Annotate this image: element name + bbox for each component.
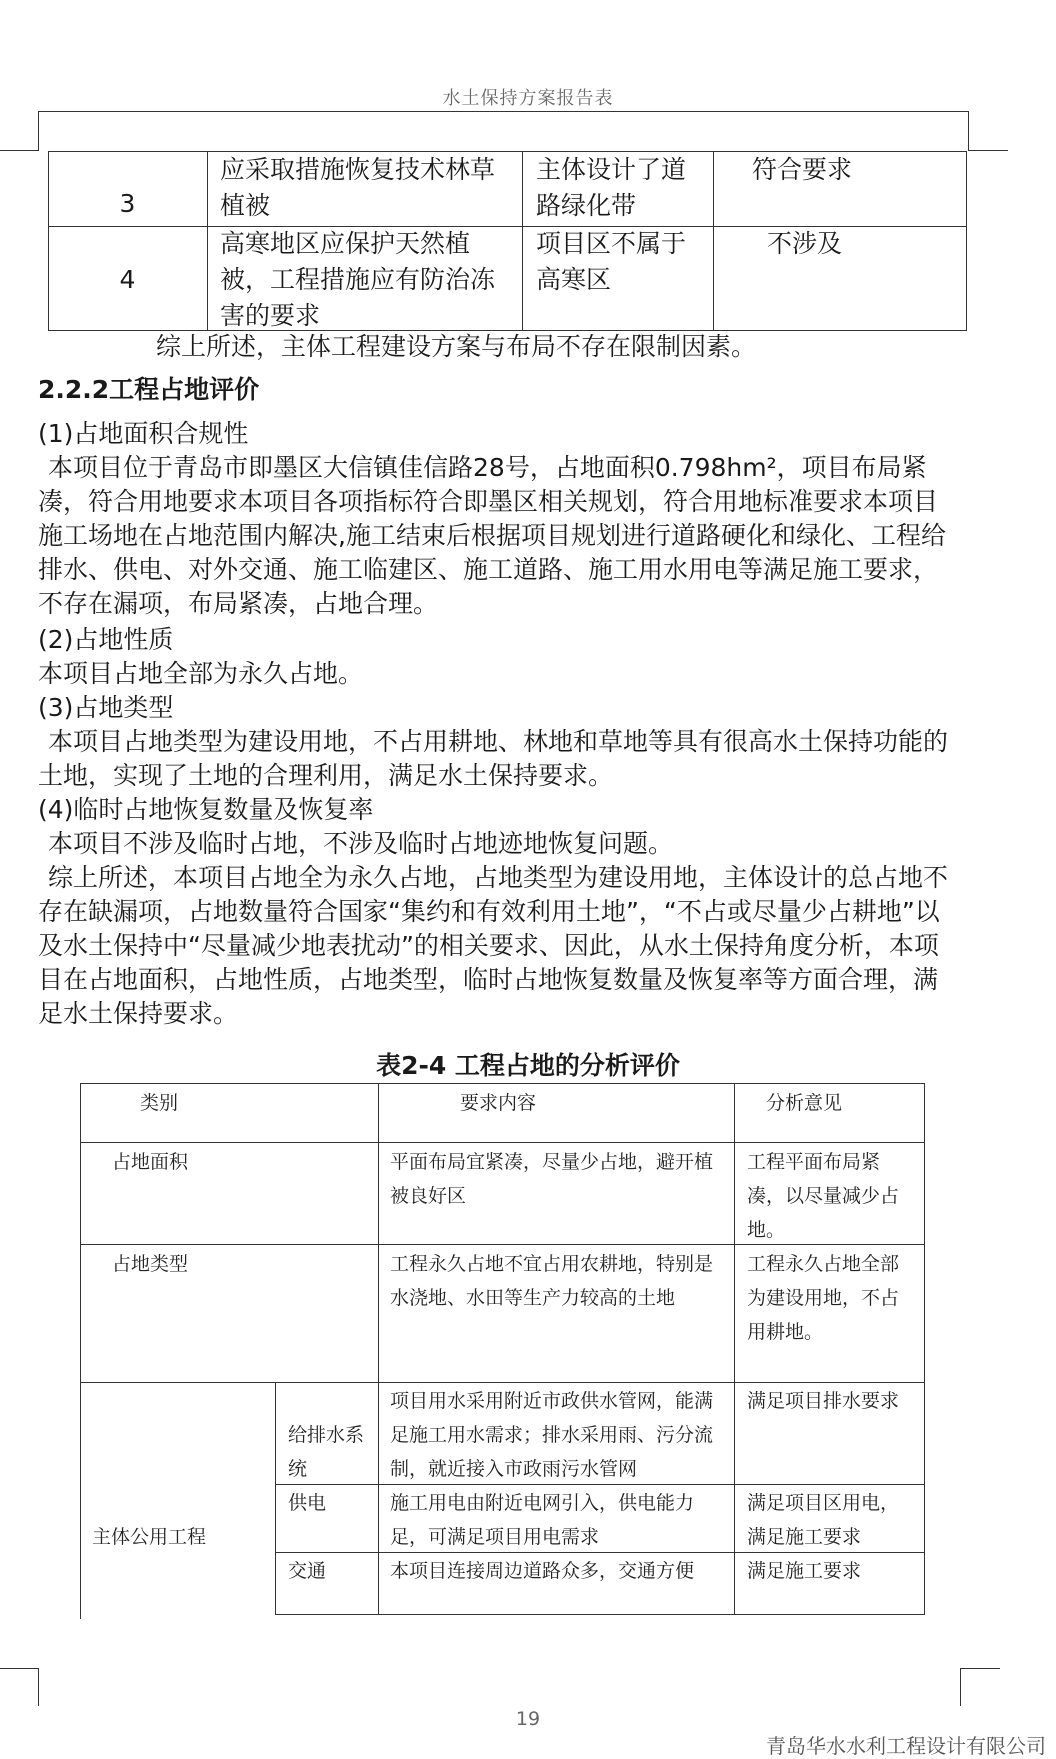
table2-row1-opinion: 工程平面布局紧凑，以尽量减少占地。	[747, 1151, 900, 1241]
table2-caption: 表2-4 工程占地的分析评价	[376, 1051, 680, 1080]
header-left-tick	[38, 111, 39, 151]
header-right-tick	[968, 111, 969, 151]
table1-row4-conclusion: 不涉及	[767, 229, 843, 258]
table1-row4-no: 4	[119, 265, 136, 294]
table1-col-line	[207, 151, 208, 331]
subsection-2-title: (2)占地性质	[38, 625, 174, 654]
table2-col-line	[275, 1382, 276, 1614]
table2-row-line	[80, 1142, 925, 1143]
company-name: 青岛华水水利工程设计有限公司	[766, 1734, 1046, 1758]
table2-col-line	[734, 1083, 735, 1614]
table2-sub2-opinion: 满足项目区用电，满足施工要求	[747, 1492, 900, 1548]
table2-sub3-requirement: 本项目连接周边道路众多，交通方便	[390, 1560, 695, 1582]
table2-border-bottom	[275, 1614, 925, 1615]
table2-row2-requirement: 工程永久占地不宜占用农耕地，特别是水浇地、水田等生产力较高的土地	[390, 1253, 714, 1309]
table2-header-opinion: 分析意见	[766, 1092, 843, 1114]
table1-row4-requirement: 高寒地区应保护天然植被，工程措施应有防治冻害的要求	[220, 229, 496, 330]
subsection-3-title: (3)占地类型	[38, 693, 174, 722]
table2-row-line	[80, 1382, 925, 1383]
subsection-4-text: 本项目不涉及临时占地，不涉及临时占地迹地恢复问题。	[48, 829, 674, 858]
footer-right-mark	[960, 1668, 1000, 1669]
table1-row3-no: 3	[119, 189, 136, 218]
table2-row1-category: 占地面积	[112, 1151, 189, 1173]
header-right-mark	[968, 150, 1008, 151]
table2-row1-requirement: 平面布局宜紧凑，尽量少占地，避开植被良好区	[390, 1151, 714, 1207]
table1-col-line	[713, 151, 714, 331]
table2-sub3-opinion: 满足施工要求	[747, 1560, 862, 1582]
summary-paragraph-2: 综上所述，本项目占地全为永久占地，占地类型为建设用地，主体设计的总占地不存在缺漏项，占地数量符合国家“集约和有效利用土地”，“不占或尽量少占耕地”以及水土保持中“尽量减少地表扰动”的相关要求、因此，从水土保持角度分析，本项目在占地面积，占地性质，占地类型，临时占地恢复数量及恢复率等方面合理，满足水土保持要求。	[38, 863, 949, 1028]
table1-col-line	[966, 151, 967, 331]
subsection-1-title: (1)占地面积合规性	[38, 419, 249, 448]
table2-col-line	[80, 1083, 81, 1619]
table1-row4-analysis: 项目区不属于高寒区	[536, 229, 687, 294]
table2-row2-opinion: 工程永久占地全部为建设用地，不占用耕地。	[747, 1253, 900, 1343]
table2-group-category: 主体公用工程	[92, 1526, 207, 1548]
table2-sub1-requirement: 项目用水采用附近市政供水管网，能满足施工用水需求；排水采用雨、污分流制，就近接入市政雨污水管网	[390, 1390, 714, 1480]
footer-right-tick	[960, 1668, 961, 1706]
table2-sub1-name: 给排水系统	[288, 1424, 365, 1480]
table2-row2-category: 占地类型	[112, 1253, 189, 1275]
subsection-4-title: (4)临时占地恢复数量及恢复率	[38, 795, 374, 824]
table2-sub3-name: 交通	[288, 1560, 327, 1582]
table2-header-category: 类别	[140, 1092, 179, 1114]
table2-sub2-requirement: 施工用电由附近电网引入，供电能力足，可满足项目用电需求	[390, 1492, 695, 1548]
header-left-mark	[0, 150, 38, 151]
table2-col-line	[924, 1083, 925, 1614]
table1-row3-requirement: 应采取措施恢复技术林草植被	[220, 155, 496, 220]
subsection-1-text: 本项目位于青岛市即墨区大信镇佳信路28号，占地面积0.798hm²，项目布局紧凑，符合用地要求本项目各项指标符合即墨区相关规划，符合用地标准要求本项目施工场地在占地范围内解决,施工结束后根据项目规划进行道路硬化和绿化、工程给排水、供电、对外交通、施工临建区、施工道路、施工用水用电等满足施工要求，不存在漏项，布局紧凑，占地合理。	[38, 453, 946, 618]
table2-sub2-name: 供电	[288, 1492, 327, 1514]
subsection-3-text: 本项目占地类型为建设用地，不占用耕地、林地和草地等具有很高水土保持功能的土地，实现了土地的合理利用，满足水土保持要求。	[38, 727, 949, 790]
table1-col-line	[522, 151, 523, 331]
subsection-2-text: 本项目占地全部为永久占地。	[38, 659, 364, 688]
table2-sub1-opinion: 满足项目排水要求	[747, 1390, 900, 1412]
header-rule	[38, 111, 968, 112]
table1-col-line	[48, 151, 49, 331]
table2-col-line	[378, 1083, 379, 1614]
table1-row3-analysis: 主体设计了道路绿化带	[536, 155, 687, 220]
table2-border-top	[80, 1083, 925, 1084]
page-number: 19	[515, 1708, 541, 1730]
footer-left-tick	[38, 1668, 39, 1706]
footer-left-mark	[0, 1668, 38, 1669]
report-header-title: 水土保持方案报告表	[442, 88, 614, 109]
summary-paragraph-1: 综上所述，主体工程建设方案与布局不存在限制因素。	[156, 332, 757, 361]
section-heading: 2.2.2工程占地评价	[38, 375, 260, 404]
table1-row3-conclusion: 符合要求	[752, 155, 853, 184]
table2-header-requirement: 要求内容	[460, 1092, 537, 1114]
